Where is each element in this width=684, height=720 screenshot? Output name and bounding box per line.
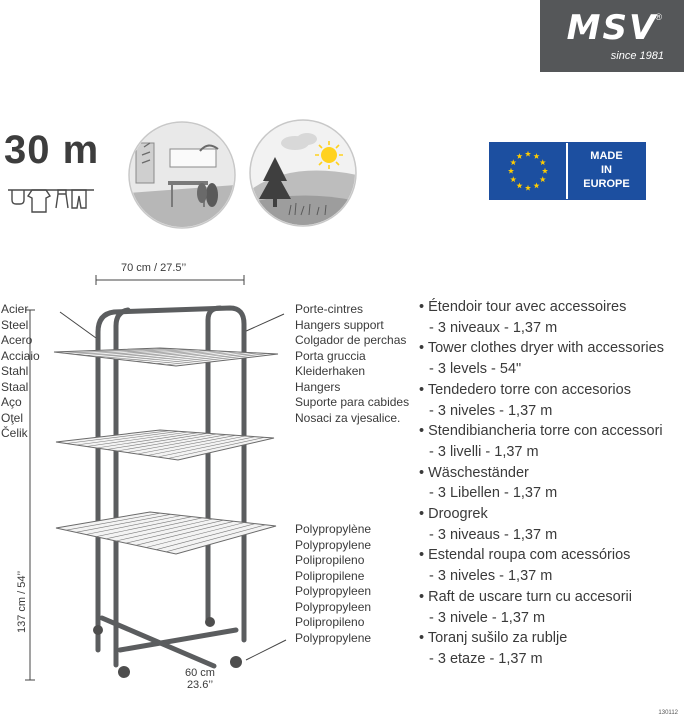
hanger-support-item: Porte-cintres (295, 302, 364, 316)
badge-line-1: MADE (590, 150, 623, 162)
product-name: • Étendoir tour avec accessoires (419, 299, 627, 315)
product-name: • Wäscheständer (419, 464, 529, 481)
eu-flag-icon (490, 143, 566, 199)
shelf-material-item: Polipropileno (295, 615, 365, 629)
depth-cm: 60 cm (185, 667, 215, 679)
hanger-support-item: Suporte para cabides (295, 395, 410, 409)
shelf-material-item: Polypropyleen (295, 599, 372, 614)
product-name: • Toranj sušilo za rublje (419, 630, 568, 647)
tower-dryer-illustration (0, 270, 300, 710)
product-name: • Tower clothes dryer with accessories (419, 340, 664, 357)
hanger-support-item: Colgador de perchas (295, 333, 407, 347)
product-code: 130112 (658, 710, 678, 716)
product-detail: - 3 niveles - 1,37 m (429, 568, 553, 585)
frame-material-item: Oţel (1, 410, 24, 425)
product-name: • Raft de uscare turn cu accesorii (419, 588, 633, 605)
shelf-material-item: Polypropylene (295, 537, 372, 552)
made-in-europe-badge (489, 142, 646, 200)
hanger-support-item: Hangers (295, 379, 341, 394)
shelf-material-item: Polypropyleen (295, 584, 372, 598)
frame-material-item: Acier (1, 302, 29, 316)
product-detail: - 3 nivele - 1,37 m (429, 609, 546, 626)
product-description-list (419, 297, 684, 670)
product-detail: - 3 etaze - 1,37 m (429, 650, 543, 667)
hanger-support-list (295, 302, 409, 426)
shelf-material-item: Polipropilene (295, 568, 365, 583)
frame-material-item: Stahl (1, 364, 29, 378)
made-in-europe-text (566, 143, 645, 199)
frame-material-item: Steel (1, 317, 29, 332)
product-name: • Tendedero torre con accesorios (419, 381, 631, 398)
drying-length: 30 m (4, 128, 100, 172)
product-detail: - 3 livelli - 1,37 m (429, 443, 539, 460)
product-detail: - 3 Libellen - 1,37 m (429, 485, 558, 502)
shelf-material-item: Polypropylène (295, 522, 372, 536)
product-detail: - 3 niveaux - 1,37 m (429, 319, 558, 336)
hanger-support-item: Nosaci za vjesalice. (295, 410, 401, 425)
product-name: • Stendibiancheria torre con accessori (419, 423, 663, 440)
product-name: • Droogrek (419, 506, 488, 523)
product-detail: - 3 levels - 54" (429, 361, 522, 378)
brand-name: MSV (566, 8, 658, 48)
hanger-support-item: Kleiderhaken (295, 364, 366, 378)
frame-material-item: Staal (1, 379, 29, 394)
shelf-material-item: Polipropileno (295, 553, 365, 567)
shelf-material-list (295, 522, 371, 646)
frame-material-item: Čelik (1, 426, 28, 440)
brand-tagline: since 1981 (610, 50, 664, 62)
registered-mark: ® (655, 12, 662, 22)
depth-inch: 23.6’’ (186, 679, 214, 691)
hanger-support-item: Hangers support (295, 317, 384, 332)
width-dimension-label: 70 cm / 27.5’’ (121, 262, 187, 274)
badge-line-3: EUROPE (583, 178, 630, 190)
indoor-use-icon (128, 121, 236, 229)
frame-material-item: Aço (1, 395, 22, 409)
product-detail: - 3 niveles - 1,37 m (429, 402, 553, 419)
height-dimension-label: 137 cm / 54’’ (16, 570, 28, 633)
outdoor-use-icon (249, 119, 357, 227)
frame-material-item: Acero (1, 333, 33, 347)
hanger-support-item: Porta gruccia (295, 348, 366, 363)
frame-material-item: Acciaio (1, 348, 40, 363)
product-detail: - 3 niveaus - 1,37 m (429, 526, 558, 543)
shelf-material-item: Polypropylene (295, 630, 372, 645)
brand-logo (540, 0, 684, 72)
badge-line-2: IN (601, 164, 612, 176)
clothesline-icon (6, 184, 96, 218)
product-name: • Estendal roupa com acessórios (419, 547, 631, 564)
